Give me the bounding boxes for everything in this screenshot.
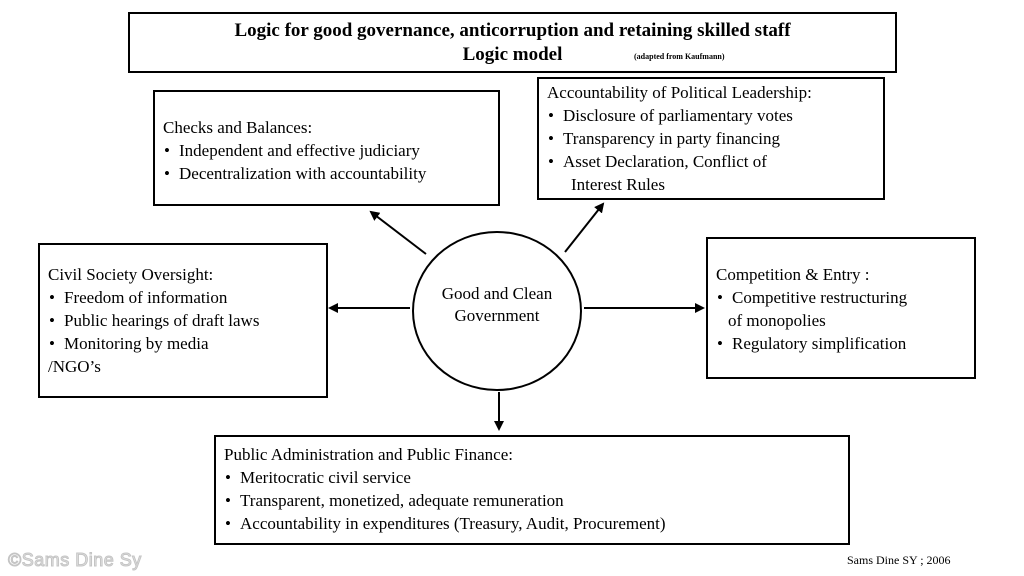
title-adapted-note: (adapted from Kaufmann) (634, 52, 725, 61)
accountability-item-continuation: Interest Rules (571, 175, 665, 194)
center-ellipse (412, 231, 582, 391)
competition-item-continuation: of monopolies (728, 311, 826, 330)
accountability-list (547, 104, 883, 196)
accountability-item: • Transparency in party financing (547, 127, 883, 150)
accountability-box (537, 77, 885, 200)
author-credit: Sams Dine SY ; 2006 (847, 553, 951, 567)
competition-list (716, 286, 974, 355)
checks-item: • Decentralization with accountability (163, 162, 498, 185)
accountability-item: • Disclosure of parliamentary votes (547, 104, 883, 127)
competition-box (706, 237, 976, 379)
civil-item: • Public hearings of draft laws (48, 309, 326, 332)
administration-heading: Public Administration and Public Finance: (224, 445, 513, 464)
civil-heading: Civil Society Oversight: (48, 265, 214, 284)
civil-list (48, 286, 326, 378)
checks-list (163, 139, 498, 185)
checks-heading: Checks and Balances: (163, 118, 313, 137)
copyright-watermark: ©Sams Dine Sy (8, 550, 142, 570)
civil-item: • Freedom of information (48, 286, 326, 309)
administration-item: • Meritocratic civil service (224, 466, 848, 489)
public-administration-box (214, 435, 850, 545)
checks-item: • Independent and effective judiciary (163, 139, 498, 162)
title-logic-model (130, 43, 895, 67)
administration-list (224, 466, 848, 535)
center-label: Good and Clean Government (441, 284, 553, 325)
arrow-to-accountability (565, 204, 603, 252)
accountability-item-text: Asset Declaration, Conflict of (563, 152, 767, 171)
arrow-to-checks (371, 212, 426, 254)
administration-item: • Transparent, monetized, adequate remuneration (224, 489, 848, 512)
accountability-heading: Accountability of Political Leadership: (547, 83, 812, 102)
title-logic-model-text: Logic model (462, 44, 563, 65)
title-main: Logic for good governance, anticorruption and retaining skilled staff (234, 20, 791, 41)
competition-heading: Competition & Entry : (716, 265, 870, 284)
title-box (128, 12, 897, 73)
civil-society-box (38, 243, 328, 398)
civil-item-continuation: /NGO’s (48, 357, 101, 376)
accountability-item (547, 150, 883, 196)
competition-item-text: Competitive restructuring (732, 288, 908, 307)
competition-item (716, 286, 974, 332)
civil-item (48, 332, 326, 378)
civil-item-text: Monitoring by media (64, 334, 209, 353)
checks-and-balances-box (153, 90, 500, 206)
competition-item: • Regulatory simplification (716, 332, 974, 355)
administration-item: • Accountability in expenditures (Treasury, Audit, Procurement) (224, 512, 848, 535)
